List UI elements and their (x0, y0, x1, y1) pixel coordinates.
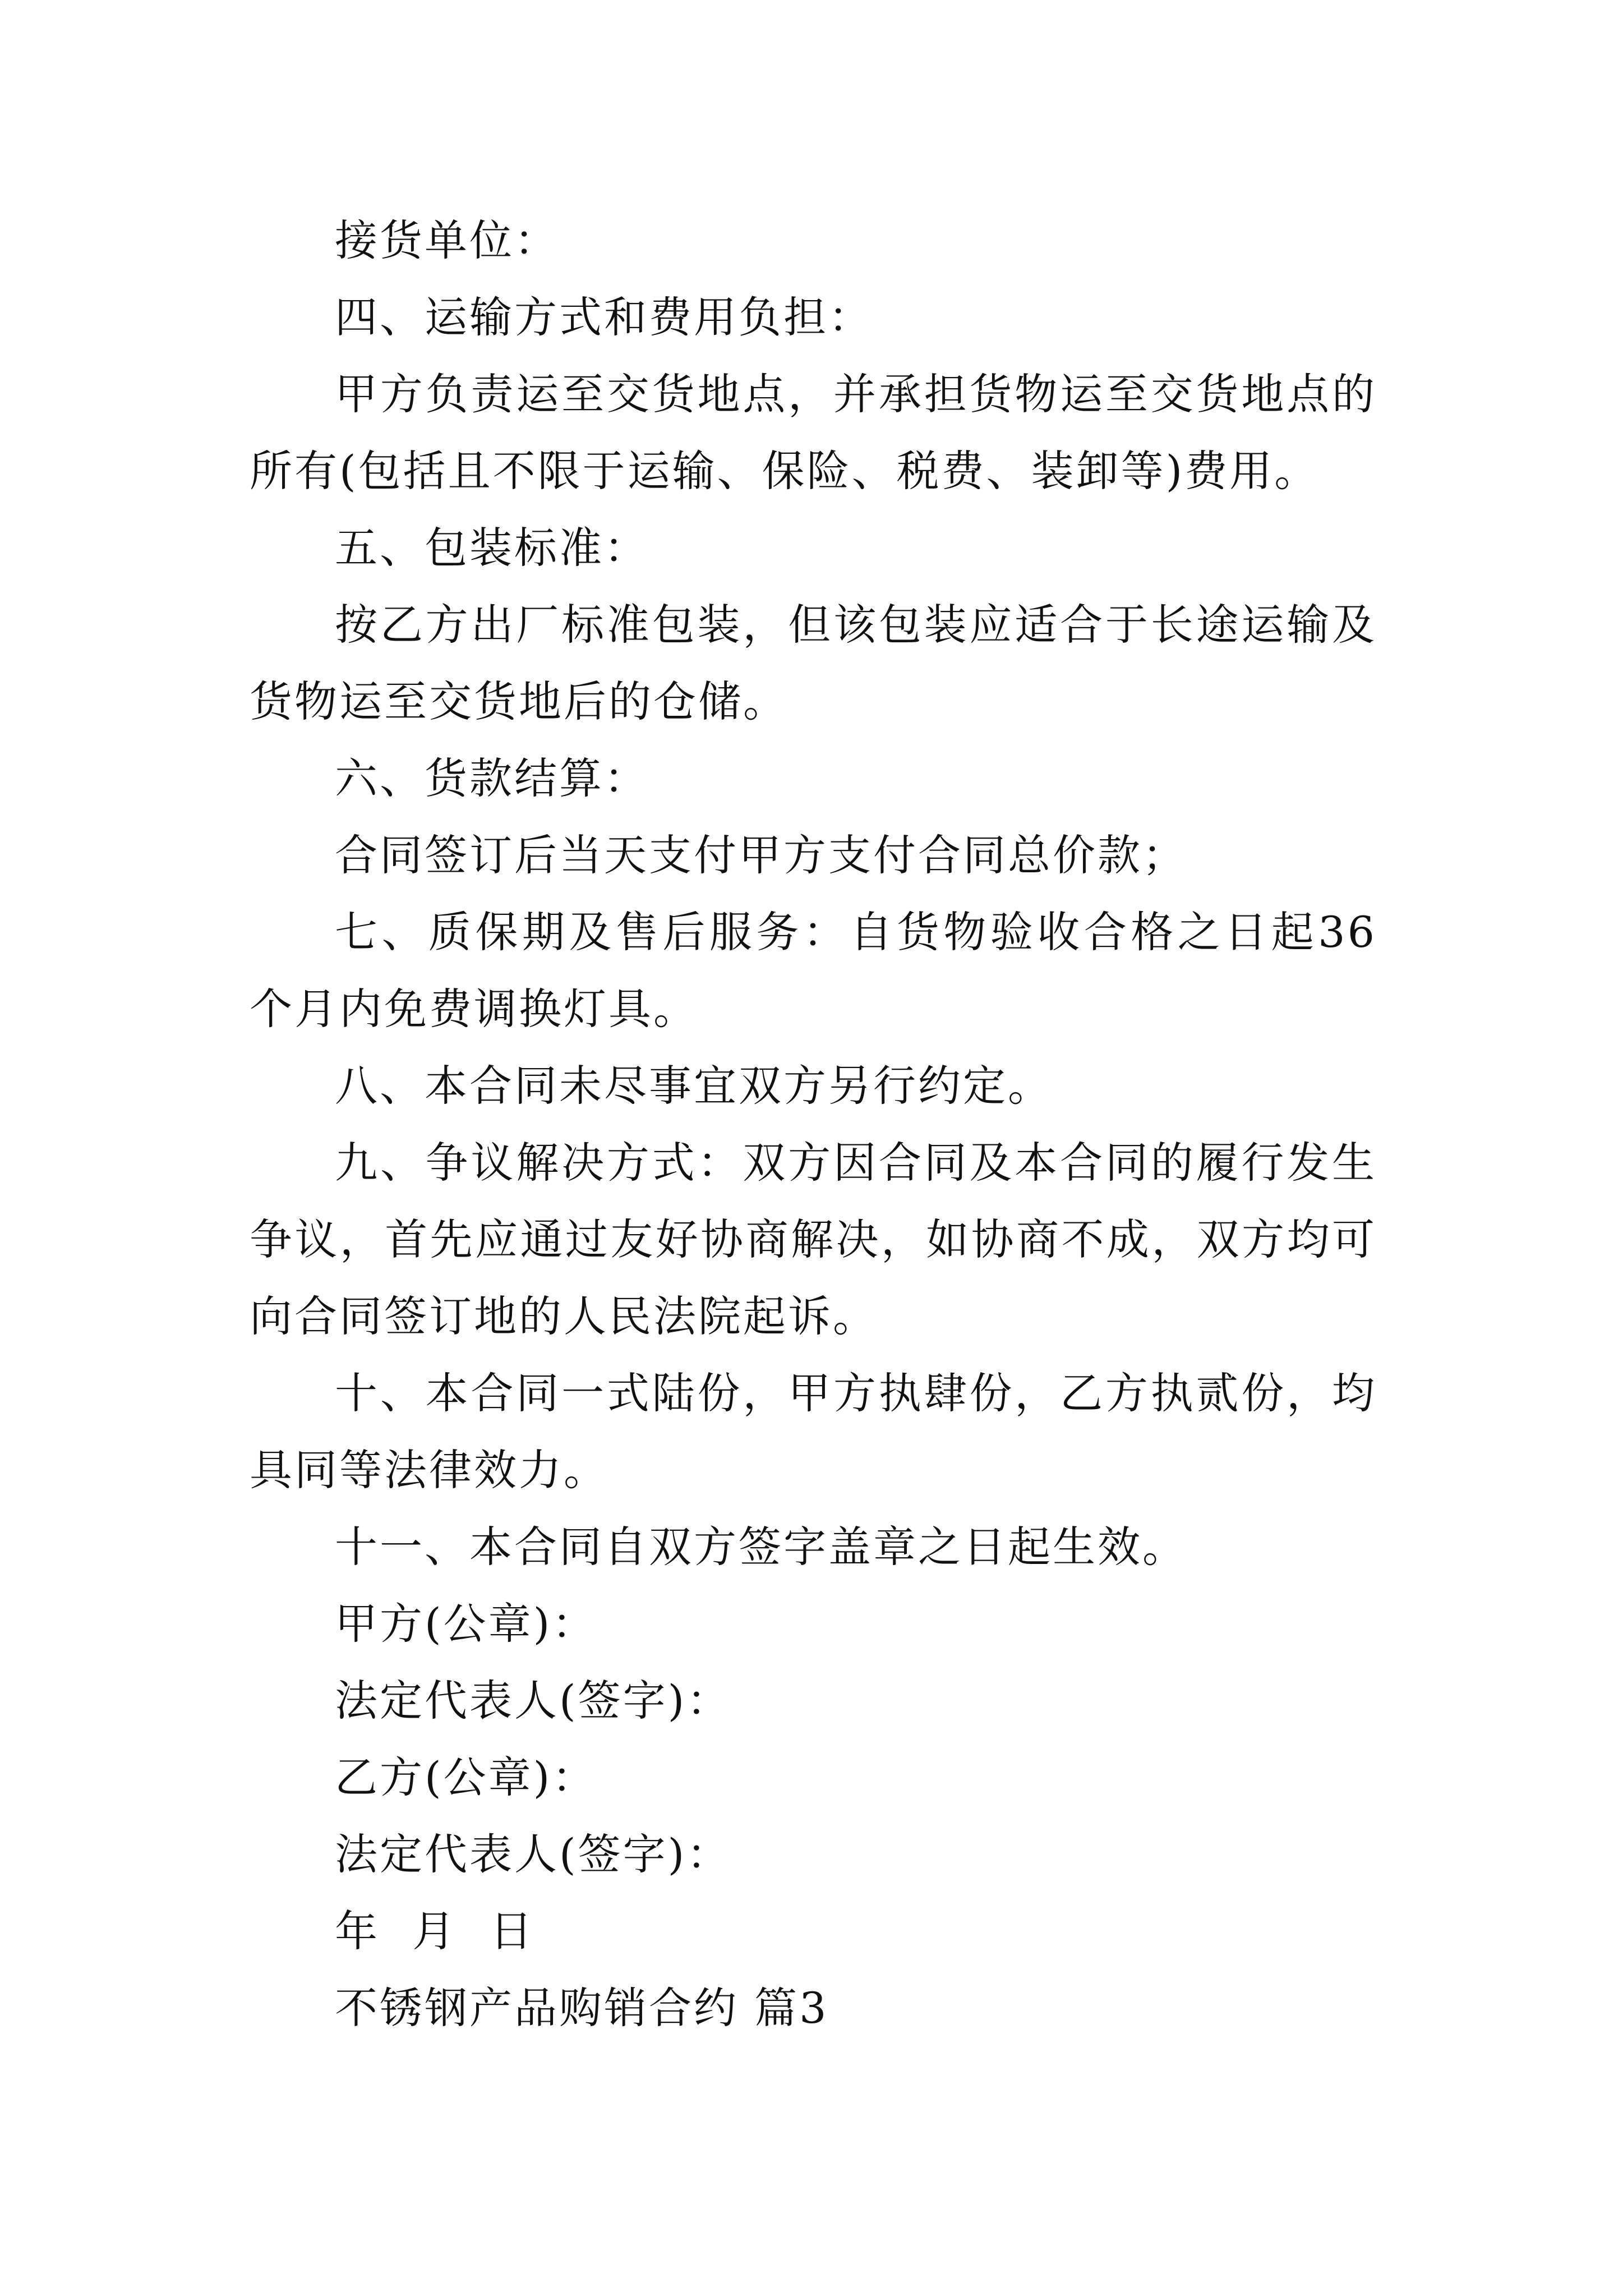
clause-9: 九、争议解决方式：双方因合同及本合同的履行发生争议，首先应通过友好协商解决，如协商不成，双方均可向合同签订地的人民法院起诉。 (250, 1138, 1377, 1341)
clause-4-text: 甲方负责运至交货地点，并承担货物运至交货地点的所有(包括且不限于运输、保险、税费、装卸等)费用。 (250, 369, 1377, 496)
party-b-representative: 法定代表人(签字)： (335, 1829, 732, 1879)
clause-4-heading: 四、运输方式和费用负担： (335, 292, 873, 342)
clause-5-heading: 五、包装标准： (335, 523, 649, 573)
document-body (250, 202, 1377, 2046)
date-line: 年 月 日 (335, 1906, 535, 1956)
party-a-representative: 法定代表人(签字)： (335, 1676, 732, 1726)
clause-7: 七、质保期及售后服务：自货物验收合格之日起36个月内免费调换灯具。 (250, 907, 1377, 1034)
clause-8: 八、本合同未尽事宜双方另行约定。 (335, 1061, 1053, 1111)
next-section-title: 不锈钢产品购销合约 篇3 (335, 1983, 829, 2033)
party-a-seal: 甲方(公章)： (335, 1599, 597, 1649)
clause-10: 十、本合同一式陆份，甲方执肆份，乙方执贰份，均具同等法律效力。 (250, 1368, 1377, 1495)
clause-5-text: 按乙方出厂标准包装，但该包装应适合于长途运输及货物运至交货地后的仓储。 (250, 600, 1377, 726)
clause-11: 十一、本合同自双方签字盖章之日起生效。 (335, 1522, 1187, 1572)
party-b-seal: 乙方(公章)： (335, 1752, 597, 1802)
paragraph-receiving-unit: 接货单位： (335, 215, 559, 265)
clause-6-text: 合同签订后当天支付甲方支付合同总价款； (335, 830, 1187, 880)
clause-6-heading: 六、货款结算： (335, 753, 649, 803)
